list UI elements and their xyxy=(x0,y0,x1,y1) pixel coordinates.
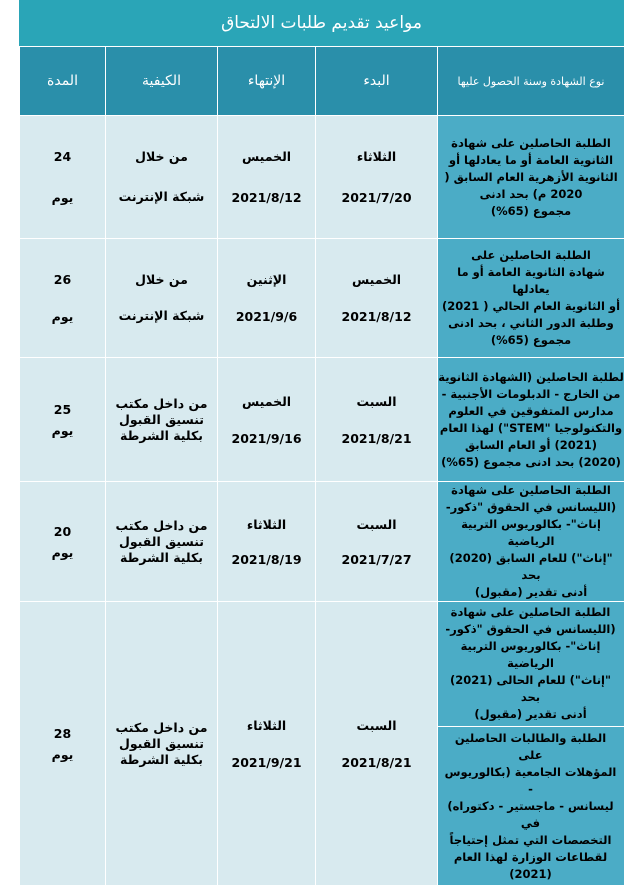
duration-unit: يوم xyxy=(51,309,74,324)
end-cell xyxy=(218,602,316,886)
start-day: الخميس xyxy=(351,272,402,287)
cert-type-line: "إناث") للعام الحالى (2021) بحد xyxy=(450,673,611,704)
method-line: تنسيق القبول xyxy=(119,735,204,751)
cert-type-line: (الليسانس في الحقوق "ذكور- xyxy=(445,500,617,514)
method-line: من خلال xyxy=(135,272,188,287)
start-cell xyxy=(316,358,438,482)
end-day: الثلاثاء xyxy=(246,717,287,733)
header-type: نوع الشهادة وسنة الحصول عليها xyxy=(438,47,625,116)
cert-type-line: الطلبة الحاصلين على شهادة xyxy=(451,135,611,150)
cert-type-cell xyxy=(438,239,625,358)
method-line: من داخل مكتب xyxy=(115,719,208,735)
start-cell xyxy=(316,239,438,358)
cert-type-line: الطلبة الحاصلين على شهادة xyxy=(450,605,611,619)
duration-unit: يوم xyxy=(51,746,74,762)
end-cell xyxy=(218,239,316,358)
method-line: من داخل مكتب xyxy=(115,395,208,411)
cert-type-line: أدنى تقدير (مقبول) xyxy=(474,585,588,599)
method-cell xyxy=(106,602,218,886)
table-row xyxy=(20,239,625,358)
cert-type-line: أدنى تقدير (مقبول) xyxy=(474,707,587,721)
end-date: 2021/9/6 xyxy=(235,309,298,324)
table-row xyxy=(20,602,625,886)
duration-number: 25 xyxy=(53,401,72,417)
end-day: الثلاثاء xyxy=(246,516,287,532)
cert-type-line: إناث"- بكالوريوس التربية الرياضية xyxy=(460,639,601,670)
cert-type-cell xyxy=(438,602,625,886)
start-day: السبت xyxy=(356,393,397,409)
start-day: الثلاثاء xyxy=(356,149,397,164)
page-title: مواعيد تقديم طلبات الالتحاق xyxy=(19,0,624,46)
start-date: 2021/8/12 xyxy=(341,309,412,324)
end-cell xyxy=(218,116,316,239)
duration-number: 26 xyxy=(53,272,72,287)
duration-unit: يوم xyxy=(51,190,74,205)
header-start: البدء xyxy=(316,47,438,116)
cert-type-line: الثانوية الأزهرية العام السابق ( xyxy=(444,169,618,184)
cert-type-line: الطلبة الحاصلين على شهادة xyxy=(451,483,611,497)
cert-type-line: أو الثانوية العام الحالي ( 2021) xyxy=(441,299,621,313)
cert-type-cell xyxy=(438,358,625,482)
method-line: من داخل مكتب xyxy=(115,517,208,533)
method-line: بكلية الشرطة xyxy=(120,751,203,767)
start-cell xyxy=(316,116,438,239)
cert-type-line: لطلبة الحاصلين (الشهادة الثانوية xyxy=(438,369,624,384)
method-cell xyxy=(106,239,218,358)
method-cell xyxy=(106,116,218,239)
cert-type-line: إناث"- بكالوريوس التربية الرياضية xyxy=(461,517,601,548)
header-duration: المدة xyxy=(20,47,106,116)
start-day: السبت xyxy=(356,717,397,733)
end-day: الخميس xyxy=(241,149,292,164)
end-date: 2021/9/21 xyxy=(231,754,302,770)
end-day: الإثنين xyxy=(246,272,287,287)
header-end: الإنتهاء xyxy=(218,47,316,116)
cert-type-line: مدارس المتفوقين في العلوم xyxy=(448,403,614,418)
cert-type-line: مجموع (65%) xyxy=(490,203,572,218)
end-date: 2021/9/16 xyxy=(231,430,302,446)
duration-cell xyxy=(20,239,106,358)
cert-type-line: مجموع (65%) xyxy=(490,333,572,347)
cert-type-line: الطلبة والطالبات الحاصلين على xyxy=(454,731,607,762)
duration-number: 28 xyxy=(53,725,72,741)
cert-type-line: والتكنولوجيا "STEM") لهذا العام xyxy=(439,420,623,435)
end-cell xyxy=(218,482,316,602)
start-date: 2021/7/20 xyxy=(341,190,412,205)
method-cell xyxy=(106,482,218,602)
cert-type-line: (2020) بحد ادنى مجموع (65%) xyxy=(441,454,621,469)
duration-unit: يوم xyxy=(51,544,74,560)
method-line: تنسيق القبول xyxy=(119,411,204,427)
start-cell xyxy=(316,482,438,602)
schedule-table xyxy=(19,46,625,886)
table-row xyxy=(20,116,625,239)
cert-type-line: 2020 م) بحد ادنى xyxy=(479,186,583,201)
duration-cell xyxy=(20,482,106,602)
method-line: شبكة الإنترنت xyxy=(118,308,205,323)
method-line: من خلال xyxy=(135,149,188,164)
start-cell xyxy=(316,602,438,886)
duration-cell xyxy=(20,602,106,886)
end-date: 2021/8/12 xyxy=(231,190,302,205)
header-method: الكيفية xyxy=(106,47,218,116)
end-date: 2021/8/19 xyxy=(231,551,302,567)
method-line: تنسيق القبول xyxy=(119,533,204,549)
start-date: 2021/8/21 xyxy=(341,754,412,770)
cert-type-line: الطلبة الحاصلين على xyxy=(471,248,591,262)
duration-number: 24 xyxy=(53,149,72,164)
cert-type-line: ليسانس - ماجستير - دكتوراه) في xyxy=(447,799,614,830)
method-line: بكلية الشرطة xyxy=(120,549,203,565)
header-row xyxy=(20,47,625,116)
cert-type-part xyxy=(438,727,624,885)
cert-type-line: (2021) أو العام السابق xyxy=(464,437,598,452)
table-row xyxy=(20,482,625,602)
cert-type-cell xyxy=(438,482,625,602)
start-date: 2021/7/27 xyxy=(341,551,412,567)
cert-type-cell xyxy=(438,116,625,239)
method-line: شبكة الإنترنت xyxy=(118,189,205,204)
cert-type-line: المؤهلات الجامعية (بكالوريوس - xyxy=(444,765,617,796)
duration-unit: يوم xyxy=(51,422,74,438)
start-day: السبت xyxy=(356,516,397,532)
start-date: 2021/8/21 xyxy=(341,430,412,446)
cert-type-line: من الخارج - الدبلومات الأجنبية - xyxy=(441,386,621,401)
end-day: الخميس xyxy=(241,393,292,409)
cert-type-line: لقطاعات الوزارة لهذا العام (2021) xyxy=(453,850,608,881)
cert-type-line: التخصصات التي تمثل إحتياجاً xyxy=(449,833,612,847)
method-line: بكلية الشرطة xyxy=(120,427,203,443)
duration-cell xyxy=(20,358,106,482)
cert-type-line: "إناث") للعام السابق (2020) بحد xyxy=(449,551,613,582)
cert-type-line: (الليسانس في الحقوق "ذكور- xyxy=(445,622,616,636)
cert-type-line: وطلبة الدور الثاني ، بحد ادنى xyxy=(448,316,614,330)
duration-number: 20 xyxy=(53,523,72,539)
cert-type-part xyxy=(438,602,624,727)
duration-cell xyxy=(20,116,106,239)
table-row xyxy=(20,358,625,482)
method-cell xyxy=(106,358,218,482)
cert-type-line: شهادة الثانوية العامة أو ما يعادلها xyxy=(457,265,605,296)
end-cell xyxy=(218,358,316,482)
cert-type-line: الثانوية العامة أو ما يعادلها أو xyxy=(448,152,614,167)
